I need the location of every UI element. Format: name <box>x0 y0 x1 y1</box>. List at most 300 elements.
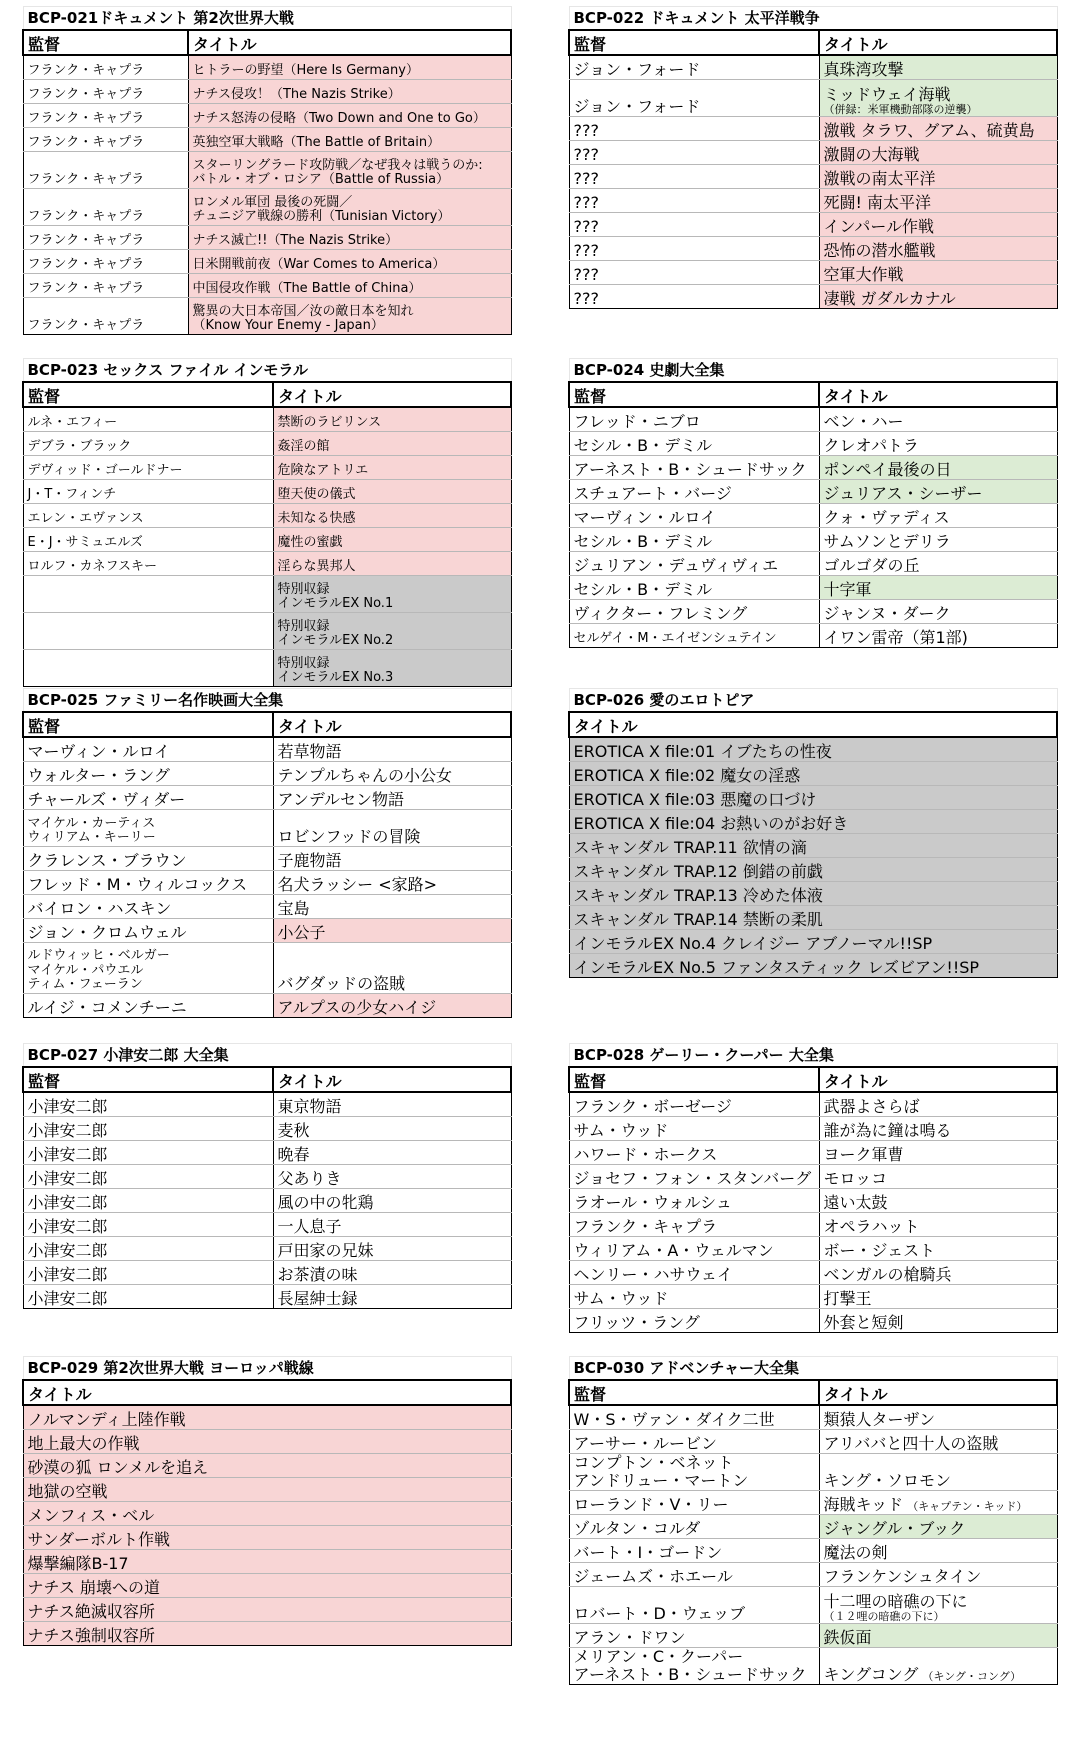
title-text: EROTICA X file:04 お熱いのがお好き <box>573 814 849 834</box>
title-text: ゴルゴダの丘 <box>823 556 920 576</box>
director-cell <box>23 1092 273 1117</box>
director-name: フランク・キャプラ <box>27 257 145 273</box>
director-name: E・J・サミュエルズ <box>27 535 143 551</box>
table-row <box>569 810 1057 834</box>
title-cell <box>273 1117 511 1141</box>
title-cell <box>819 55 1057 80</box>
title-text: キングコング <box>823 1665 919 1685</box>
director-cell <box>23 552 273 576</box>
table-row <box>23 1502 511 1526</box>
title-cell <box>819 189 1057 213</box>
director-name: 小津安二郎 <box>27 1289 108 1309</box>
director-cell <box>569 117 819 141</box>
title-cell <box>819 261 1057 285</box>
title-cell <box>819 456 1057 480</box>
table-row <box>569 576 1057 600</box>
director-cell <box>23 943 273 994</box>
title-cell <box>273 1092 511 1117</box>
director-cell <box>569 407 819 432</box>
title-text: ヨーク軍曹 <box>823 1145 904 1165</box>
table-row <box>569 1309 1057 1333</box>
title-text: ナチス絶滅収容所 <box>27 1602 155 1622</box>
table-row <box>23 1141 511 1165</box>
table-row <box>23 737 511 762</box>
director-name: ??? <box>573 121 599 141</box>
director-cell <box>569 141 819 165</box>
table-row <box>569 1237 1057 1261</box>
director-name: マーヴィン・ルロイ <box>27 742 171 762</box>
table-row <box>569 954 1057 978</box>
director-cell <box>569 213 819 237</box>
director-name: マイケル・パウエル <box>27 962 144 978</box>
title-text: ナチス滅亡!!（The Nazis Strike） <box>192 233 399 249</box>
director-name: 小津安二郎 <box>27 1241 108 1261</box>
title-cell <box>273 1285 511 1309</box>
title-text: スキャンダル TRAP.11 欲情の滴 <box>573 838 807 858</box>
block-bcp029 <box>22 1356 512 1646</box>
title-cell <box>23 1526 511 1550</box>
title-cell <box>188 55 511 80</box>
title-text: EROTICA X file:03 悪魔の口づけ <box>573 790 817 810</box>
director-cell <box>23 104 188 128</box>
table-row <box>23 298 511 335</box>
title-text: 十字軍 <box>823 580 872 600</box>
block-title: BCP-027 小津安二郎 大全集 <box>23 1044 511 1068</box>
director-cell <box>569 1491 819 1515</box>
director-name: アーネスト・B・シュードサック <box>573 460 807 480</box>
title-cell <box>273 1165 511 1189</box>
title-cell <box>273 737 511 762</box>
block-title: BCP-030 アドベンチャー大全集 <box>569 1357 1057 1381</box>
table-row <box>569 213 1057 237</box>
title-cell <box>273 762 511 786</box>
table-row <box>569 480 1057 504</box>
title-cell <box>273 994 511 1018</box>
table-row <box>23 650 511 687</box>
title-cell <box>569 762 1057 786</box>
table-row <box>569 237 1057 261</box>
column-header: タイトル <box>273 712 511 737</box>
table-row <box>569 1285 1057 1309</box>
table-row <box>569 407 1057 432</box>
title-text: ロンメル軍団 最後の死闘／ <box>192 194 353 210</box>
title-text: モロッコ <box>823 1169 888 1189</box>
director-name: ??? <box>573 217 599 237</box>
director-name: 小津安二郎 <box>27 1145 108 1165</box>
title-cell <box>273 810 511 847</box>
director-cell <box>23 226 188 250</box>
director-cell <box>569 480 819 504</box>
title-text: 一人息子 <box>277 1217 342 1237</box>
title-cell <box>23 1454 511 1478</box>
director-cell <box>23 1261 273 1285</box>
title-text: クレオパトラ <box>823 436 919 456</box>
table-row <box>569 1261 1057 1285</box>
title-cell <box>273 432 511 456</box>
title-cell <box>819 480 1057 504</box>
director-name: フランク・キャプラ <box>27 111 145 127</box>
director-name: マーヴィン・ルロイ <box>573 508 717 528</box>
table-row <box>569 1539 1057 1563</box>
director-name: コンプトン・ベネット <box>573 1453 734 1473</box>
table-row <box>23 552 511 576</box>
director-cell <box>569 1563 819 1587</box>
director-cell <box>23 1285 273 1309</box>
director-name: 小津安二郎 <box>27 1097 108 1117</box>
director-cell <box>23 528 273 552</box>
table-row <box>23 1550 511 1574</box>
title-cell <box>819 165 1057 189</box>
title-text: 類猿人ターザン <box>823 1410 936 1430</box>
table-row <box>569 882 1057 906</box>
director-cell <box>23 1165 273 1189</box>
block-title: BCP-022 ドキュメント 太平洋戦争 <box>569 7 1057 31</box>
title-text: EROTICA X file:02 魔女の淫惑 <box>573 766 801 786</box>
director-name: フランク・キャプラ <box>27 135 145 151</box>
title-subtext: インモラルEX No.2 <box>277 633 394 649</box>
director-name: ジョン・フォード <box>573 97 701 117</box>
director-cell <box>569 237 819 261</box>
table-row <box>23 226 511 250</box>
title-text: 爆撃編隊B-17 <box>27 1554 129 1574</box>
director-cell <box>569 1587 819 1624</box>
director-name: ジョン・クロムウェル <box>27 923 187 943</box>
title-text: イワン雷帝（第1部) <box>823 628 968 648</box>
column-header: タイトル <box>819 1380 1057 1405</box>
title-text: オペラハット <box>823 1217 920 1237</box>
table-row <box>23 189 511 226</box>
table-row <box>569 189 1057 213</box>
table-row <box>569 834 1057 858</box>
title-cell <box>819 1539 1057 1563</box>
director-name: ??? <box>573 241 599 261</box>
director-cell <box>569 1515 819 1539</box>
director-cell <box>569 1430 819 1454</box>
table-row <box>23 1213 511 1237</box>
title-text: ナチス怒涛の侵略（Two Down and One to Go） <box>192 111 486 127</box>
title-cell <box>819 407 1057 432</box>
title-text: サムソンとデリラ <box>823 532 951 552</box>
title-cell <box>819 1563 1057 1587</box>
title-cell <box>273 871 511 895</box>
director-cell <box>23 895 273 919</box>
table-row <box>23 895 511 919</box>
table-row <box>23 1622 511 1646</box>
title-text: 未知なる快感 <box>277 511 356 527</box>
table-row <box>23 810 511 847</box>
title-cell <box>819 213 1057 237</box>
director-name: フランク・キャプラ <box>27 281 145 297</box>
director-name: マイケル・カーティス <box>27 815 156 831</box>
block-title: BCP-023 セックス ファイル インモラル <box>23 359 511 383</box>
title-text: 麦秋 <box>277 1121 310 1141</box>
title-cell <box>188 274 511 298</box>
director-name: セルゲイ・M・エイゼンシュテイン <box>573 631 777 647</box>
title-text: 特別収録 <box>277 618 330 634</box>
table-row <box>23 1454 511 1478</box>
director-cell <box>23 480 273 504</box>
table-row <box>23 1405 511 1430</box>
table-row <box>569 1624 1057 1648</box>
table-row <box>23 504 511 528</box>
column-header: 監督 <box>569 30 819 55</box>
title-cell <box>273 786 511 810</box>
table-row <box>569 1405 1057 1430</box>
title-cell <box>819 432 1057 456</box>
title-text: ジャングル・ブック <box>823 1519 966 1539</box>
table-row <box>569 624 1057 648</box>
table-row <box>23 104 511 128</box>
director-name: J・T・フィンチ <box>27 487 117 503</box>
director-name: エレン・エヴァンス <box>27 511 144 527</box>
title-cell <box>819 285 1057 309</box>
table-row <box>569 1430 1057 1454</box>
title-text: アリババと四十人の盗賊 <box>823 1434 999 1454</box>
title-text: インモラルEX No.4 クレイジー アブノーマル!!SP <box>573 934 933 954</box>
title-text: ジャンヌ・ダーク <box>823 604 951 624</box>
title-subtext: インモラルEX No.3 <box>277 670 394 686</box>
title-text: 淫らな異邦人 <box>277 559 356 575</box>
title-cell <box>188 104 511 128</box>
title-cell <box>819 1454 1057 1491</box>
director-name: 小津安二郎 <box>27 1265 108 1285</box>
director-cell <box>23 504 273 528</box>
title-cell <box>569 882 1057 906</box>
director-name: チャールズ・ヴィダー <box>27 790 186 810</box>
director-cell <box>23 737 273 762</box>
director-cell <box>569 1237 819 1261</box>
director-name: 小津安二郎 <box>27 1169 108 1189</box>
director-name: フランク・キャプラ <box>27 63 145 79</box>
title-cell <box>23 1405 511 1430</box>
director-name: デヴィッド・ゴールドナー <box>27 463 183 479</box>
table-row <box>569 1092 1057 1117</box>
director-cell <box>569 261 819 285</box>
table-row <box>569 786 1057 810</box>
title-subtext: （Know Your Enemy - Japan） <box>192 318 384 334</box>
director-name: セシル・B・デミル <box>573 532 713 552</box>
table-row <box>23 871 511 895</box>
title-text: 恐怖の潜水艦戦 <box>823 241 936 261</box>
director-name: ヴィクター・フレミング <box>573 604 748 624</box>
title-cell <box>569 786 1057 810</box>
director-name: ハワード・ホークス <box>573 1145 718 1165</box>
title-text: ロビンフッドの冒険 <box>277 827 421 847</box>
title-text: EROTICA X file:01 イブたちの性夜 <box>573 742 832 762</box>
director-cell <box>569 1285 819 1309</box>
title-cell <box>819 1117 1057 1141</box>
title-text: 姦淫の館 <box>277 439 330 455</box>
director-name: ??? <box>573 145 599 165</box>
title-text: お茶漬の味 <box>277 1265 358 1285</box>
table-row <box>23 786 511 810</box>
table-row <box>569 432 1057 456</box>
director-cell <box>569 1141 819 1165</box>
director-name: ??? <box>573 265 599 285</box>
table-row <box>23 1478 511 1502</box>
title-text: 死闘! 南太平洋 <box>823 193 932 213</box>
title-cell <box>819 1261 1057 1285</box>
title-cell <box>273 552 511 576</box>
director-name: フランク・キャプラ <box>27 87 145 103</box>
title-text: アルプスの少女ハイジ <box>277 998 437 1018</box>
title-cell <box>819 1648 1057 1685</box>
table-row <box>569 552 1057 576</box>
title-text: アンデルセン物語 <box>277 790 405 810</box>
director-cell <box>23 762 273 786</box>
column-header: タイトル <box>819 1067 1057 1092</box>
director-name: フランク・キャプラ <box>27 318 145 334</box>
title-cell <box>819 1092 1057 1117</box>
table-row <box>569 930 1057 954</box>
table-row <box>23 274 511 298</box>
block-title: BCP-028 ゲーリー・クーパー 大全集 <box>569 1044 1057 1068</box>
title-text: 特別収録 <box>277 581 330 597</box>
title-cell <box>23 1550 511 1574</box>
director-cell <box>23 847 273 871</box>
title-cell <box>569 906 1057 930</box>
title-subtext: バトル・オブ・ロシア（Battle of Russia） <box>192 172 450 188</box>
title-text: 空軍大作戦 <box>823 265 904 285</box>
title-cell <box>819 624 1057 648</box>
title-cell <box>819 1491 1057 1515</box>
director-name: バイロン・ハスキン <box>27 899 172 919</box>
table-row <box>23 250 511 274</box>
director-cell <box>569 1309 819 1333</box>
director-cell <box>23 456 273 480</box>
table-row <box>23 1430 511 1454</box>
title-text: 戸田家の兄妹 <box>277 1241 374 1261</box>
title-cell <box>819 1430 1057 1454</box>
director-cell <box>23 55 188 80</box>
title-cell <box>819 504 1057 528</box>
block-bcp026 <box>568 688 1058 978</box>
director-cell <box>23 810 273 847</box>
block-bcp023 <box>22 358 512 687</box>
table-row <box>23 1117 511 1141</box>
title-text: 小公子 <box>277 923 326 943</box>
title-cell <box>188 298 511 335</box>
column-header: タイトル <box>819 30 1057 55</box>
director-cell <box>569 528 819 552</box>
title-cell <box>273 943 511 994</box>
title-text: 地上最大の作戦 <box>27 1434 140 1454</box>
title-cell <box>819 141 1057 165</box>
title-text: バグダッドの盗賊 <box>277 974 406 994</box>
director-name: フランク・キャプラ <box>27 209 145 225</box>
title-cell <box>273 480 511 504</box>
director-cell <box>569 1117 819 1141</box>
director-cell <box>569 624 819 648</box>
title-cell <box>188 80 511 104</box>
director-name: ヘンリー・ハサウェイ <box>573 1265 733 1285</box>
title-text: 打撃王 <box>823 1289 872 1309</box>
director-cell <box>569 80 819 117</box>
title-text: 若草物語 <box>277 742 342 762</box>
director-cell <box>569 504 819 528</box>
title-cell <box>188 152 511 189</box>
director-cell <box>23 407 273 432</box>
director-name: W・S・ヴァン・ダイク二世 <box>573 1410 775 1430</box>
title-text: ナチス強制収容所 <box>27 1626 155 1646</box>
title-subtext: チュニジア戦線の勝利（Tunisian Victory） <box>192 209 451 225</box>
director-cell <box>569 1261 819 1285</box>
table-row <box>23 152 511 189</box>
title-cell <box>569 930 1057 954</box>
director-name: ジェームズ・ホエール <box>573 1567 733 1587</box>
director-name: フランク・キャプラ <box>27 172 145 188</box>
director-cell <box>569 1189 819 1213</box>
column-header: タイトル <box>273 382 511 407</box>
title-text: 外套と短剣 <box>823 1313 904 1333</box>
table-row <box>23 1598 511 1622</box>
director-name: サム・ウッド <box>573 1289 669 1309</box>
column-header: 監督 <box>569 1380 819 1405</box>
title-text: 激闘の大海戦 <box>823 145 920 165</box>
director-name: アンドリュー・マートン <box>573 1471 749 1491</box>
table-row <box>23 1574 511 1598</box>
table-row <box>23 943 511 994</box>
director-name: ゾルタン・コルダ <box>573 1519 701 1539</box>
title-cell <box>569 858 1057 882</box>
director-cell <box>23 786 273 810</box>
table-row <box>23 847 511 871</box>
title-cell <box>273 528 511 552</box>
block-bcp021 <box>22 6 512 335</box>
table-row <box>23 919 511 943</box>
title-text: インモラルEX No.5 ファンタスティック レズビアン!!SP <box>573 958 980 978</box>
title-text: 凄戦 ガダルカナル <box>823 289 956 309</box>
title-text: ミッドウェイ海戦 <box>823 84 951 104</box>
block-bcp022 <box>568 6 1058 309</box>
director-name: スチュアート・バージ <box>573 484 732 504</box>
director-cell <box>23 613 273 650</box>
table-row <box>569 906 1057 930</box>
table-row <box>23 1165 511 1189</box>
director-cell <box>23 80 188 104</box>
director-name: フランク・キャプラ <box>573 1217 718 1237</box>
column-header: タイトル <box>23 1380 511 1405</box>
title-cell <box>273 407 511 432</box>
title-text: 遠い太鼓 <box>823 1193 888 1213</box>
title-text: 東京物語 <box>277 1097 342 1117</box>
title-text: 子鹿物語 <box>277 851 342 871</box>
director-name: ティム・フェーラン <box>27 977 143 993</box>
table-row <box>569 55 1057 80</box>
director-cell <box>23 1189 273 1213</box>
title-cell <box>569 954 1057 978</box>
block-bcp027 <box>22 1043 512 1309</box>
director-name: 小津安二郎 <box>27 1193 108 1213</box>
title-text: スキャンダル TRAP.14 禁断の柔肌 <box>573 910 823 930</box>
title-cell <box>273 1237 511 1261</box>
director-cell <box>23 128 188 152</box>
director-cell <box>23 189 188 226</box>
director-cell <box>23 994 273 1018</box>
director-name: 小津安二郎 <box>27 1217 108 1237</box>
title-text: ナチス 崩壊への道 <box>27 1578 160 1598</box>
table-row <box>23 1261 511 1285</box>
column-header: タイトル <box>188 30 511 55</box>
director-cell <box>569 1648 819 1685</box>
title-text: メンフィス・ベル <box>27 1506 155 1526</box>
column-header: 監督 <box>569 1067 819 1092</box>
table-row <box>23 128 511 152</box>
title-text: 鉄仮面 <box>823 1628 872 1648</box>
title-cell <box>188 128 511 152</box>
title-cell <box>23 1622 511 1646</box>
title-text: テンプルちゃんの小公女 <box>277 766 453 786</box>
